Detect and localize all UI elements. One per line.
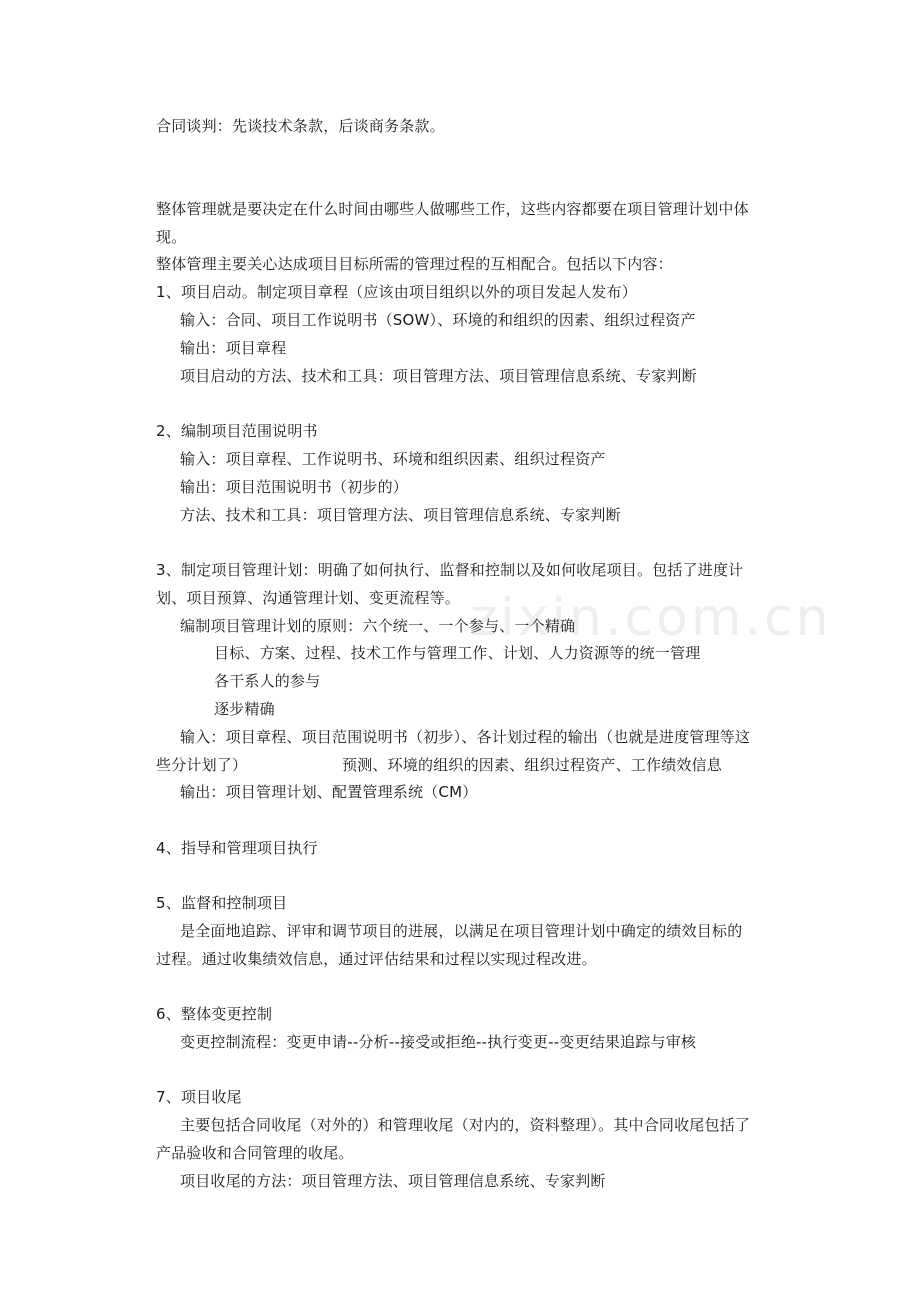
- section-5-description: 是全面地追踪、评审和调节项目的进展，以满足在项目管理计划中确定的绩效目标的: [180, 922, 743, 940]
- section-3-principle-participate: 各干系人的参与: [214, 672, 321, 690]
- section-2-input: 输入：项目章程、工作说明书、环境和组织因素、组织过程资产: [180, 450, 606, 468]
- section-3-principle-precise: 逐步精确: [214, 700, 275, 718]
- section-5-description-cont: 过程。通过收集绩效信息，通过评估结果和过程以实现过程改进。: [156, 950, 597, 968]
- section-6-flow: 变更控制流程：变更申请--分析--接受或拒绝--执行变更--变更结果追踪与审核: [180, 1033, 697, 1051]
- section-3-output: 输出：项目管理计划、配置管理系统（CM）: [180, 783, 478, 801]
- paragraph-integration-scope: 整体管理主要关心达成项目目标所需的管理过程的互相配合。包括以下内容：: [156, 255, 673, 273]
- section-heading-1: 1、项目启动。制定项目章程（应该由项目组织以外的项目发起人发布）: [156, 283, 637, 301]
- section-7-methods: 项目收尾的方法：项目管理方法、项目管理信息系统、专家判断: [180, 1172, 606, 1190]
- section-3-principles: 编制项目管理计划的原则：六个统一、一个参与、一个精确: [180, 617, 576, 635]
- section-3-input: 输入：项目章程、项目范围说明书（初步）、各计划过程的输出（也就是进度管理等这: [180, 728, 751, 746]
- section-heading-2: 2、编制项目范围说明书: [156, 422, 318, 440]
- section-1-output: 输出：项目章程: [180, 339, 287, 357]
- section-7-description: 主要包括合同收尾（对外的）和管理收尾（对内的，资料整理）。其中合同收尾包括了: [180, 1116, 751, 1134]
- section-heading-7: 7、项目收尾: [156, 1088, 242, 1106]
- section-3-principle-unify: 目标、方案、过程、技术工作与管理工作、计划、人力资源等的统一管理: [214, 644, 701, 662]
- section-2-methods: 方法、技术和工具：项目管理方法、项目管理信息系统、专家判断: [180, 506, 621, 524]
- section-heading-4: 4、指导和管理项目执行: [156, 839, 318, 857]
- paragraph-integration-intro-cont: 现。: [156, 228, 187, 246]
- section-1-methods: 项目启动的方法、技术和工具：项目管理方法、项目管理信息系统、专家判断: [180, 367, 697, 385]
- section-heading-3: 3、制定项目管理计划：明确了如何执行、监督和控制以及如何收尾项目。包括了进度计: [156, 561, 744, 579]
- section-7-description-cont: 产品验收和合同管理的收尾。: [156, 1144, 354, 1162]
- section-2-output: 输出：项目范围说明书（初步的）: [180, 478, 409, 496]
- section-3-input-cont: 些分计划了）: [156, 756, 248, 774]
- section-heading-3-cont: 划、项目预算、沟通管理计划、变更流程等。: [156, 589, 461, 607]
- section-3-input-cont-tail: 预测、环境的组织的因素、组织过程资产、工作绩效信息: [342, 756, 723, 774]
- section-1-input: 输入：合同、项目工作说明书（SOW）、环境的和组织的因素、组织过程资产: [180, 311, 696, 329]
- paragraph-contract-negotiation: 合同谈判：先谈技术条款，后谈商务条款。: [156, 117, 445, 135]
- section-heading-6: 6、整体变更控制: [156, 1005, 273, 1023]
- section-heading-5: 5、监督和控制项目: [156, 894, 288, 912]
- paragraph-integration-intro: 整体管理就是要决定在什么时间由哪些人做哪些工作，这些内容都要在项目管理计划中体: [156, 200, 749, 218]
- watermark: zixin.com.cn: [470, 588, 832, 648]
